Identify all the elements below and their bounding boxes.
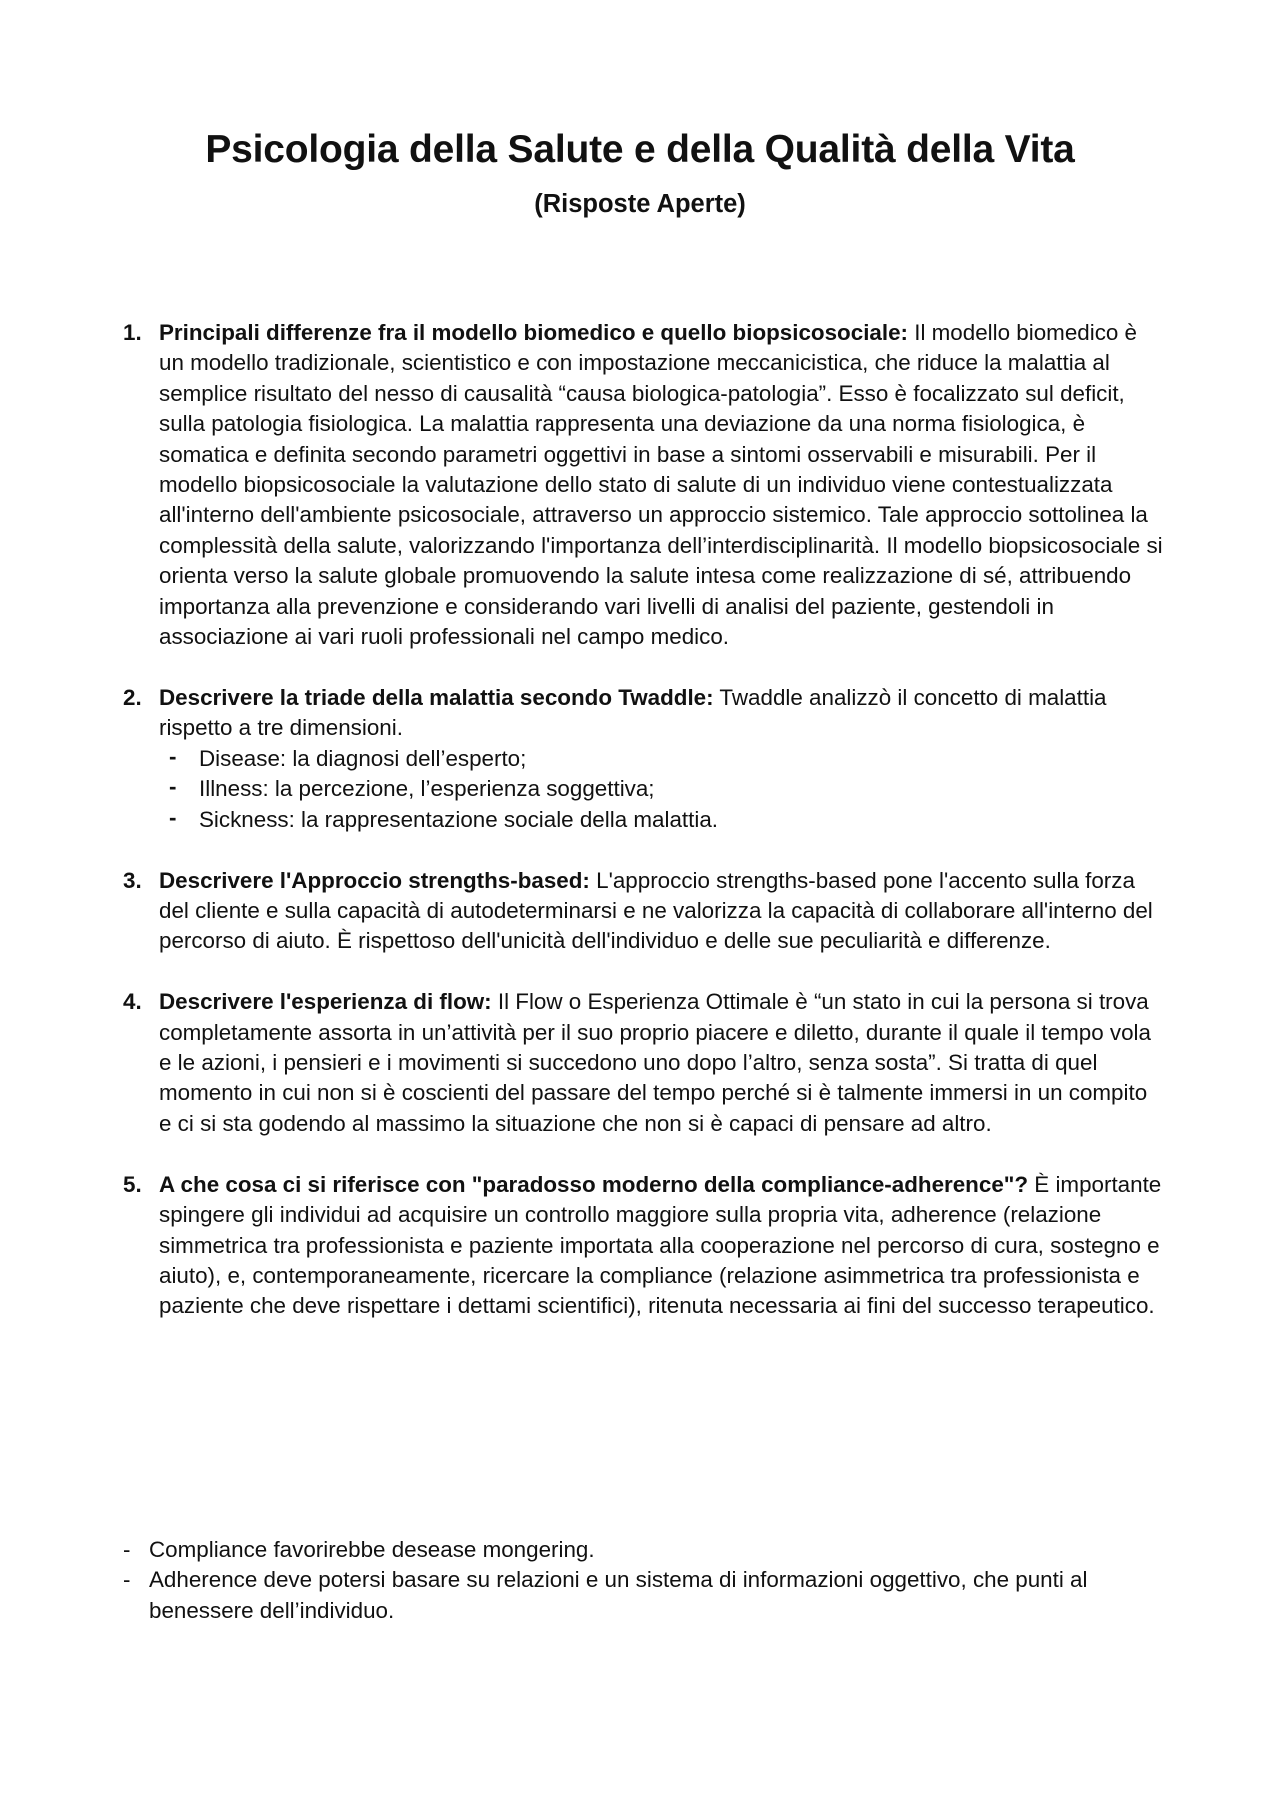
dash-bullet: - <box>123 1537 131 1562</box>
item-question: A che cosa ci si riferisce con "paradosso moderno della compliance-adherence"? <box>159 1171 1029 1197</box>
list-item <box>123 683 1163 835</box>
dash-bullet: - <box>123 1567 131 1593</box>
item-answer: Il Flow o Esperienza Ottimale è “un stato in cui la persona si trova completamente assorta in un’attività per il suo proprio piacere e diletto, durante il quale il tempo vola e le azioni, i pensieri e i movimenti si succedono uno dopo l’altro, senza sosta”. Si tratta di quel momento in cui non si è coscienti del passare del tempo perché si è talmente immersi in un compito e ci si sta godendo al massimo la situazione che non si è capaci di pensare ad altro. <box>159 989 1151 1136</box>
item-question: Descrivere la triade della malattia secondo Twaddle: <box>159 684 714 710</box>
dash-bullet: - <box>169 804 177 830</box>
item-number: 2. <box>123 684 142 710</box>
list-item <box>123 987 1163 1139</box>
page-subtitle: (Risposte Aperte) <box>534 190 746 218</box>
item-number: 3. <box>123 867 142 893</box>
item-number: 4. <box>123 989 142 1015</box>
list-item <box>123 318 1163 652</box>
list-item <box>123 1170 1163 1322</box>
item-question: Descrivere l'esperienza di flow: <box>159 989 492 1015</box>
triad-item-text: Illness: la percezione, l’esperienza soggettiva; <box>199 776 655 802</box>
answers-list <box>123 318 1163 1352</box>
item-question: Descrivere l'Approccio strengths-based: <box>159 867 590 893</box>
triad-item <box>163 774 1163 804</box>
list-item <box>123 1565 1163 1626</box>
triad-item <box>163 805 1163 835</box>
list-item <box>123 866 1163 957</box>
page-title: Psicologia della Salute e della Qualità della Vita <box>205 128 1075 171</box>
list-item <box>123 1535 1163 1565</box>
item-answer: È importante spingere gli individui ad acquisire un controllo maggiore sulla propria vita, adherence (relazione simmetrica tra professionista e paziente importata alla cooperazione nel percorso di cura, sostegno e aiuto), e, contemporaneamente, ricercare la compliance (relazione asimmetrica tra professionista e paziente che deve rispettare i dettami scientifici), ritenuta necessaria ai fini del successo terapeutico. <box>159 1171 1162 1319</box>
triad-item-text: Sickness: la rappresentazione sociale della malattia. <box>199 806 718 832</box>
triad-list <box>159 744 1163 835</box>
item-answer: Il modello biomedico è un modello tradizionale, scientistico e con impostazione meccanicistica, che riduce la malattia al semplice risultato del nesso di causalità “causa biologica-patologia”. Esso è focalizzato sul deficit, sulla patologia fisiologica. La malattia rappresenta una deviazione da una norma fisiologica, è somatica e definita secondo parametri oggettivi in base a sintomi osservabili e misurabili. Per il modello biopsicosociale la valutazione dello stato di salute di un individuo viene contestualizzata all'interno dell'ambiente psicosociale, attraverso un approccio sistemico. Tale approccio sottolinea la complessità della salute, valorizzando l'importanza dell’interdisciplinarità. Il modello biopsicosociale si orienta verso la salute globale promuovendo la salute intesa come realizzazione di sé, attribuendo importanza alla prevenzione e considerando vari livelli di analisi del paziente, gestendoli in associazione ai vari ruoli professionali nel campo medico. <box>159 320 1163 650</box>
item-number: 1. <box>123 320 142 345</box>
triad-item <box>163 744 1163 774</box>
bullet-text: Compliance favorirebbe desease mongering. <box>149 1537 595 1562</box>
dash-bullet: - <box>169 743 177 769</box>
item-question: Principali differenze fra il modello biomedico e quello biopsicosociale: <box>159 320 908 345</box>
triad-item-text: Disease: la diagnosi dell’esperto; <box>199 745 527 771</box>
dash-bullet: - <box>169 774 177 800</box>
item-answer: Twaddle analizzò il concetto di malattia rispetto a tre dimensioni. <box>159 684 1107 741</box>
bullet-text: Adherence deve potersi basare su relazioni e un sistema di informazioni oggettivo, che punti al benessere dell’individuo. <box>149 1567 1088 1623</box>
item-number: 5. <box>123 1171 142 1197</box>
compliance-adherence-list <box>123 1535 1163 1626</box>
item-answer: L'approccio strengths-based pone l'accento sulla forza del cliente e sulla capacità di autodeterminarsi e ne valorizza la capacità di collaborare all'interno del percorso di aiuto. È rispettoso dell'unicità dell'individuo e delle sue peculiarità e differenze. <box>159 867 1153 954</box>
